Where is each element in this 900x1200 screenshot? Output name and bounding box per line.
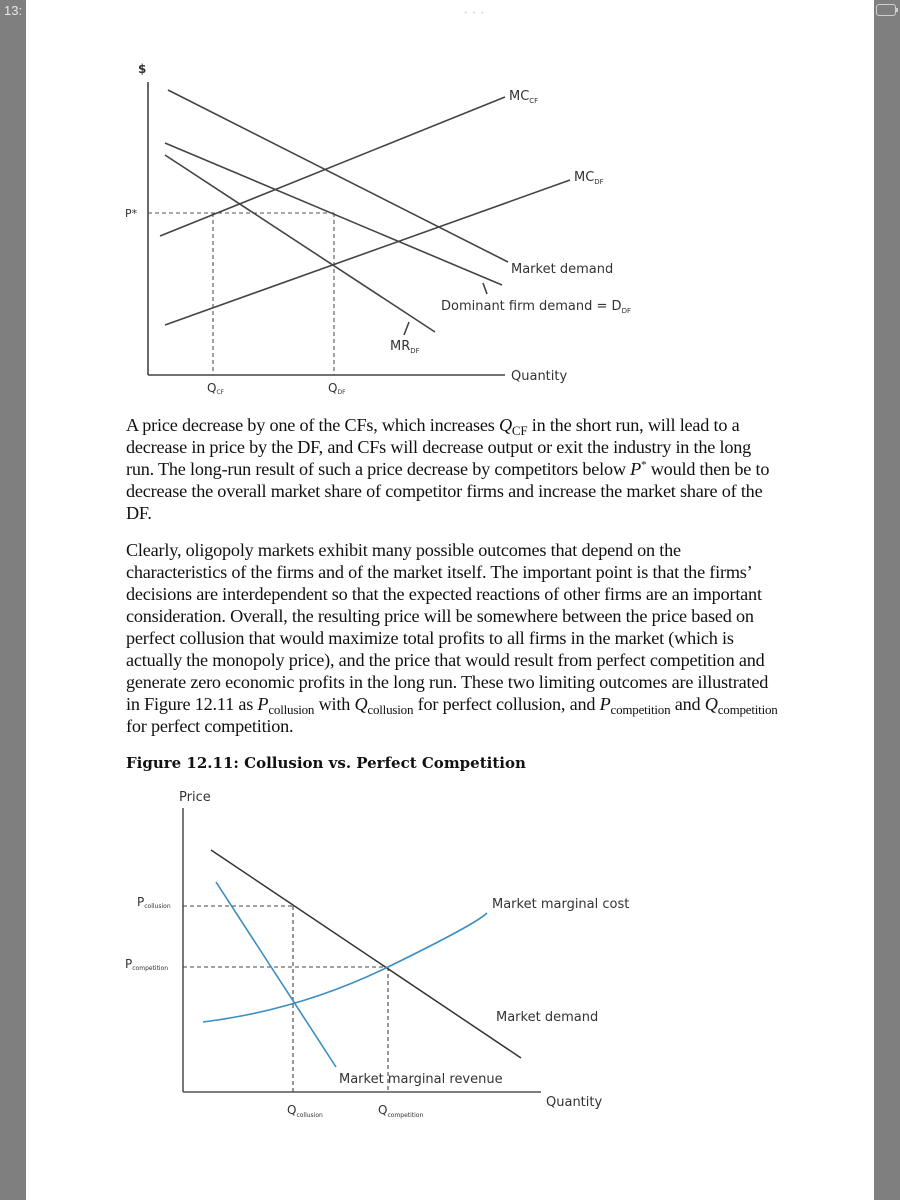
- x-axis-label: Quantity: [546, 1095, 603, 1110]
- market-demand-label: Market demand: [496, 1010, 599, 1025]
- mc-cf-label: $MC_{CF}$: [509, 89, 539, 105]
- dominant-demand-label: Dominant firm demand = $D_{DF}$: [441, 299, 631, 315]
- paragraph-price-decrease: A price decrease by one of the CFs, which increases $Q_{CF}$ in the short run, will lead to a decrease in price by the DF, and CFs will decrease output or exit the industry in the long run. The long-run result of such a price decrease by competitors below P* would then be to decrease the overall market share of competitor firms and increase the market share of the DF.: [126, 415, 770, 523]
- paragraph-oligopoly-outcomes: Clearly, oligopoly markets exhibit many possible outcomes that depend on the characteristics of the firms and of the market itself. The important point is that the firms’ decisions are interdependent so that the expected reactions of other firms are an important consideration. Overall, the resulting price will be somewhere between the price based on perfect collusion that would maximize total profits to all firms in the market (which is actually the monopoly price), and the price that would result from perfect competition and generate zero economic profits in the long run. These two limiting outcomes are illustrated in Figure 12.11 as $P_{collusion}$ with $Q_{collusion}$ for perfect collusion, and $P_{competition}$ and $Q_{competition}$ for perfect competition.: [126, 540, 778, 736]
- status-time: 13:: [4, 3, 23, 18]
- market-demand-line: [211, 850, 521, 1058]
- mr-df-label: $MR_{DF}$: [390, 339, 420, 355]
- x-axis-label: Quantity: [511, 369, 568, 384]
- market-marginal-revenue-line: [216, 882, 336, 1067]
- p-star-label: P*: [125, 207, 138, 220]
- q-collusion-tick: $Q_{collusion}$: [287, 1103, 323, 1119]
- p-collusion-tick: Pcollusion: [137, 895, 171, 910]
- y-axis-label: $: [138, 62, 147, 76]
- market-marginal-revenue-label: Market marginal revenue: [339, 1072, 503, 1087]
- q-df-tick: QDF: [328, 381, 346, 396]
- more-dots-icon[interactable]: • • •: [464, 8, 486, 19]
- p-competition-tick: Pcompetition: [125, 957, 169, 972]
- q-cf-tick: QCF: [207, 381, 225, 396]
- figure-caption: Figure 12.11: Collusion vs. Perfect Competition: [126, 754, 526, 772]
- y-axis-label: Price: [179, 790, 211, 805]
- mc-df-label: $MC_{DF}$: [574, 170, 604, 186]
- market-demand-label: Market demand: [511, 262, 614, 277]
- q-competition-tick: $Q_{competition}$: [378, 1103, 424, 1119]
- market-marginal-cost-label: Market marginal cost: [492, 897, 630, 912]
